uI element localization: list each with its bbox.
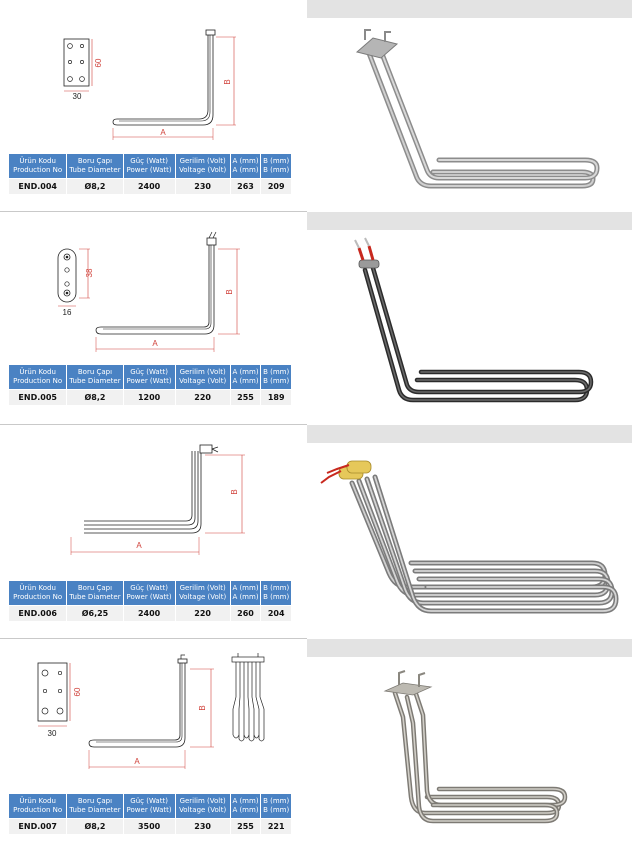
technical-drawing bbox=[0, 425, 307, 575]
spec-data-row bbox=[9, 179, 291, 194]
product-section-end004 bbox=[0, 0, 632, 211]
heating-element-photo bbox=[307, 657, 632, 851]
dimension-a-label: A bbox=[152, 339, 158, 348]
spec-data-row bbox=[9, 390, 291, 405]
spec-table bbox=[8, 364, 292, 406]
dimension-a-label: A bbox=[134, 757, 140, 766]
product-section-end006 bbox=[0, 425, 632, 638]
dimension-b: 221 bbox=[261, 819, 291, 834]
photo-header-bar bbox=[307, 212, 632, 230]
dimension-b-label: B bbox=[225, 289, 234, 295]
voltage-volt: 220 bbox=[176, 390, 230, 405]
dimension-b-label: B bbox=[223, 79, 232, 85]
heating-element-photo bbox=[307, 443, 632, 638]
spec-table bbox=[8, 580, 292, 622]
product-drawing-panel bbox=[0, 639, 307, 851]
dimension-a: 255 bbox=[231, 819, 261, 834]
power-watt: 1200 bbox=[124, 390, 175, 405]
tube-diameter: Ø6,25 bbox=[67, 606, 122, 621]
dimension-b: 209 bbox=[261, 179, 291, 194]
dimension-b-label: B bbox=[198, 705, 207, 711]
product-photo-panel bbox=[307, 212, 632, 424]
plate-width-label: 30 bbox=[47, 729, 57, 738]
dimension-b: 204 bbox=[261, 606, 291, 621]
spec-data-row bbox=[9, 606, 291, 621]
technical-drawing bbox=[0, 212, 307, 362]
product-photo-panel bbox=[307, 0, 632, 211]
spec-header-row: Ürün Kodu Production No Boru Çapı Tube Diameter Güç (Watt) Power (Watt) Gerilim (Volt) Voltage (Volt) A (mm) A (mm) B (mm) B (mm) bbox=[9, 794, 291, 818]
dimension-b-label: B bbox=[230, 489, 239, 495]
heating-element-photo bbox=[307, 230, 632, 424]
product-drawing-panel bbox=[0, 212, 307, 424]
voltage-volt: 230 bbox=[176, 179, 230, 194]
product-drawing-panel bbox=[0, 425, 307, 638]
power-watt: 2400 bbox=[124, 606, 175, 621]
plate-width-label: 30 bbox=[72, 92, 82, 101]
voltage-volt: 220 bbox=[176, 606, 230, 621]
front-view-drawing bbox=[232, 653, 264, 741]
product-drawing-panel bbox=[0, 0, 307, 211]
product-code: END.006 bbox=[9, 606, 66, 621]
photo-header-bar bbox=[307, 0, 632, 18]
tube-diameter: Ø8,2 bbox=[67, 179, 122, 194]
tube-diameter: Ø8,2 bbox=[67, 819, 122, 834]
plate-width-label: 16 bbox=[62, 308, 72, 317]
dimension-a: 263 bbox=[231, 179, 261, 194]
plate-height-label: 60 bbox=[94, 58, 103, 68]
photo-header-bar bbox=[307, 425, 632, 443]
product-code: END.005 bbox=[9, 390, 66, 405]
product-section-end007 bbox=[0, 639, 632, 851]
voltage-volt: 230 bbox=[176, 819, 230, 834]
spec-table bbox=[8, 793, 292, 835]
dimension-a-label: A bbox=[136, 541, 142, 550]
dimension-a: 260 bbox=[231, 606, 261, 621]
dimension-a-label: A bbox=[160, 128, 166, 137]
technical-drawing bbox=[0, 0, 307, 150]
photo-header-bar bbox=[307, 639, 632, 657]
spec-data-row bbox=[9, 819, 291, 834]
spec-header-row: Ürün Kodu Production No Boru Çapı Tube Diameter Güç (Watt) Power (Watt) Gerilim (Volt) Voltage (Volt) A (mm) A (mm) B (mm) B (mm) bbox=[9, 365, 291, 389]
spec-table bbox=[8, 153, 292, 195]
spec-header-row: Ürün Kodu Production No Boru Çapı Tube Diameter Güç (Watt) Power (Watt) Gerilim (Volt) Voltage (Volt) A (mm) A (mm) B (mm) B (mm) bbox=[9, 154, 291, 178]
dimension-b: 189 bbox=[261, 390, 291, 405]
plate-height-label: 60 bbox=[73, 687, 82, 697]
product-code: END.007 bbox=[9, 819, 66, 834]
heating-element-photo bbox=[307, 18, 632, 211]
power-watt: 3500 bbox=[124, 819, 175, 834]
plate-height-label: 38 bbox=[85, 268, 94, 278]
product-section-end005 bbox=[0, 212, 632, 424]
dimension-a: 255 bbox=[231, 390, 261, 405]
tube-diameter: Ø8,2 bbox=[67, 390, 122, 405]
product-photo-panel bbox=[307, 639, 632, 851]
spec-header-row: Ürün Kodu Production No Boru Çapı Tube Diameter Güç (Watt) Power (Watt) Gerilim (Volt) Voltage (Volt) A (mm) A (mm) B (mm) B (mm) bbox=[9, 581, 291, 605]
product-photo-panel bbox=[307, 425, 632, 638]
product-code: END.004 bbox=[9, 179, 66, 194]
technical-drawing bbox=[0, 639, 307, 791]
power-watt: 2400 bbox=[124, 179, 175, 194]
